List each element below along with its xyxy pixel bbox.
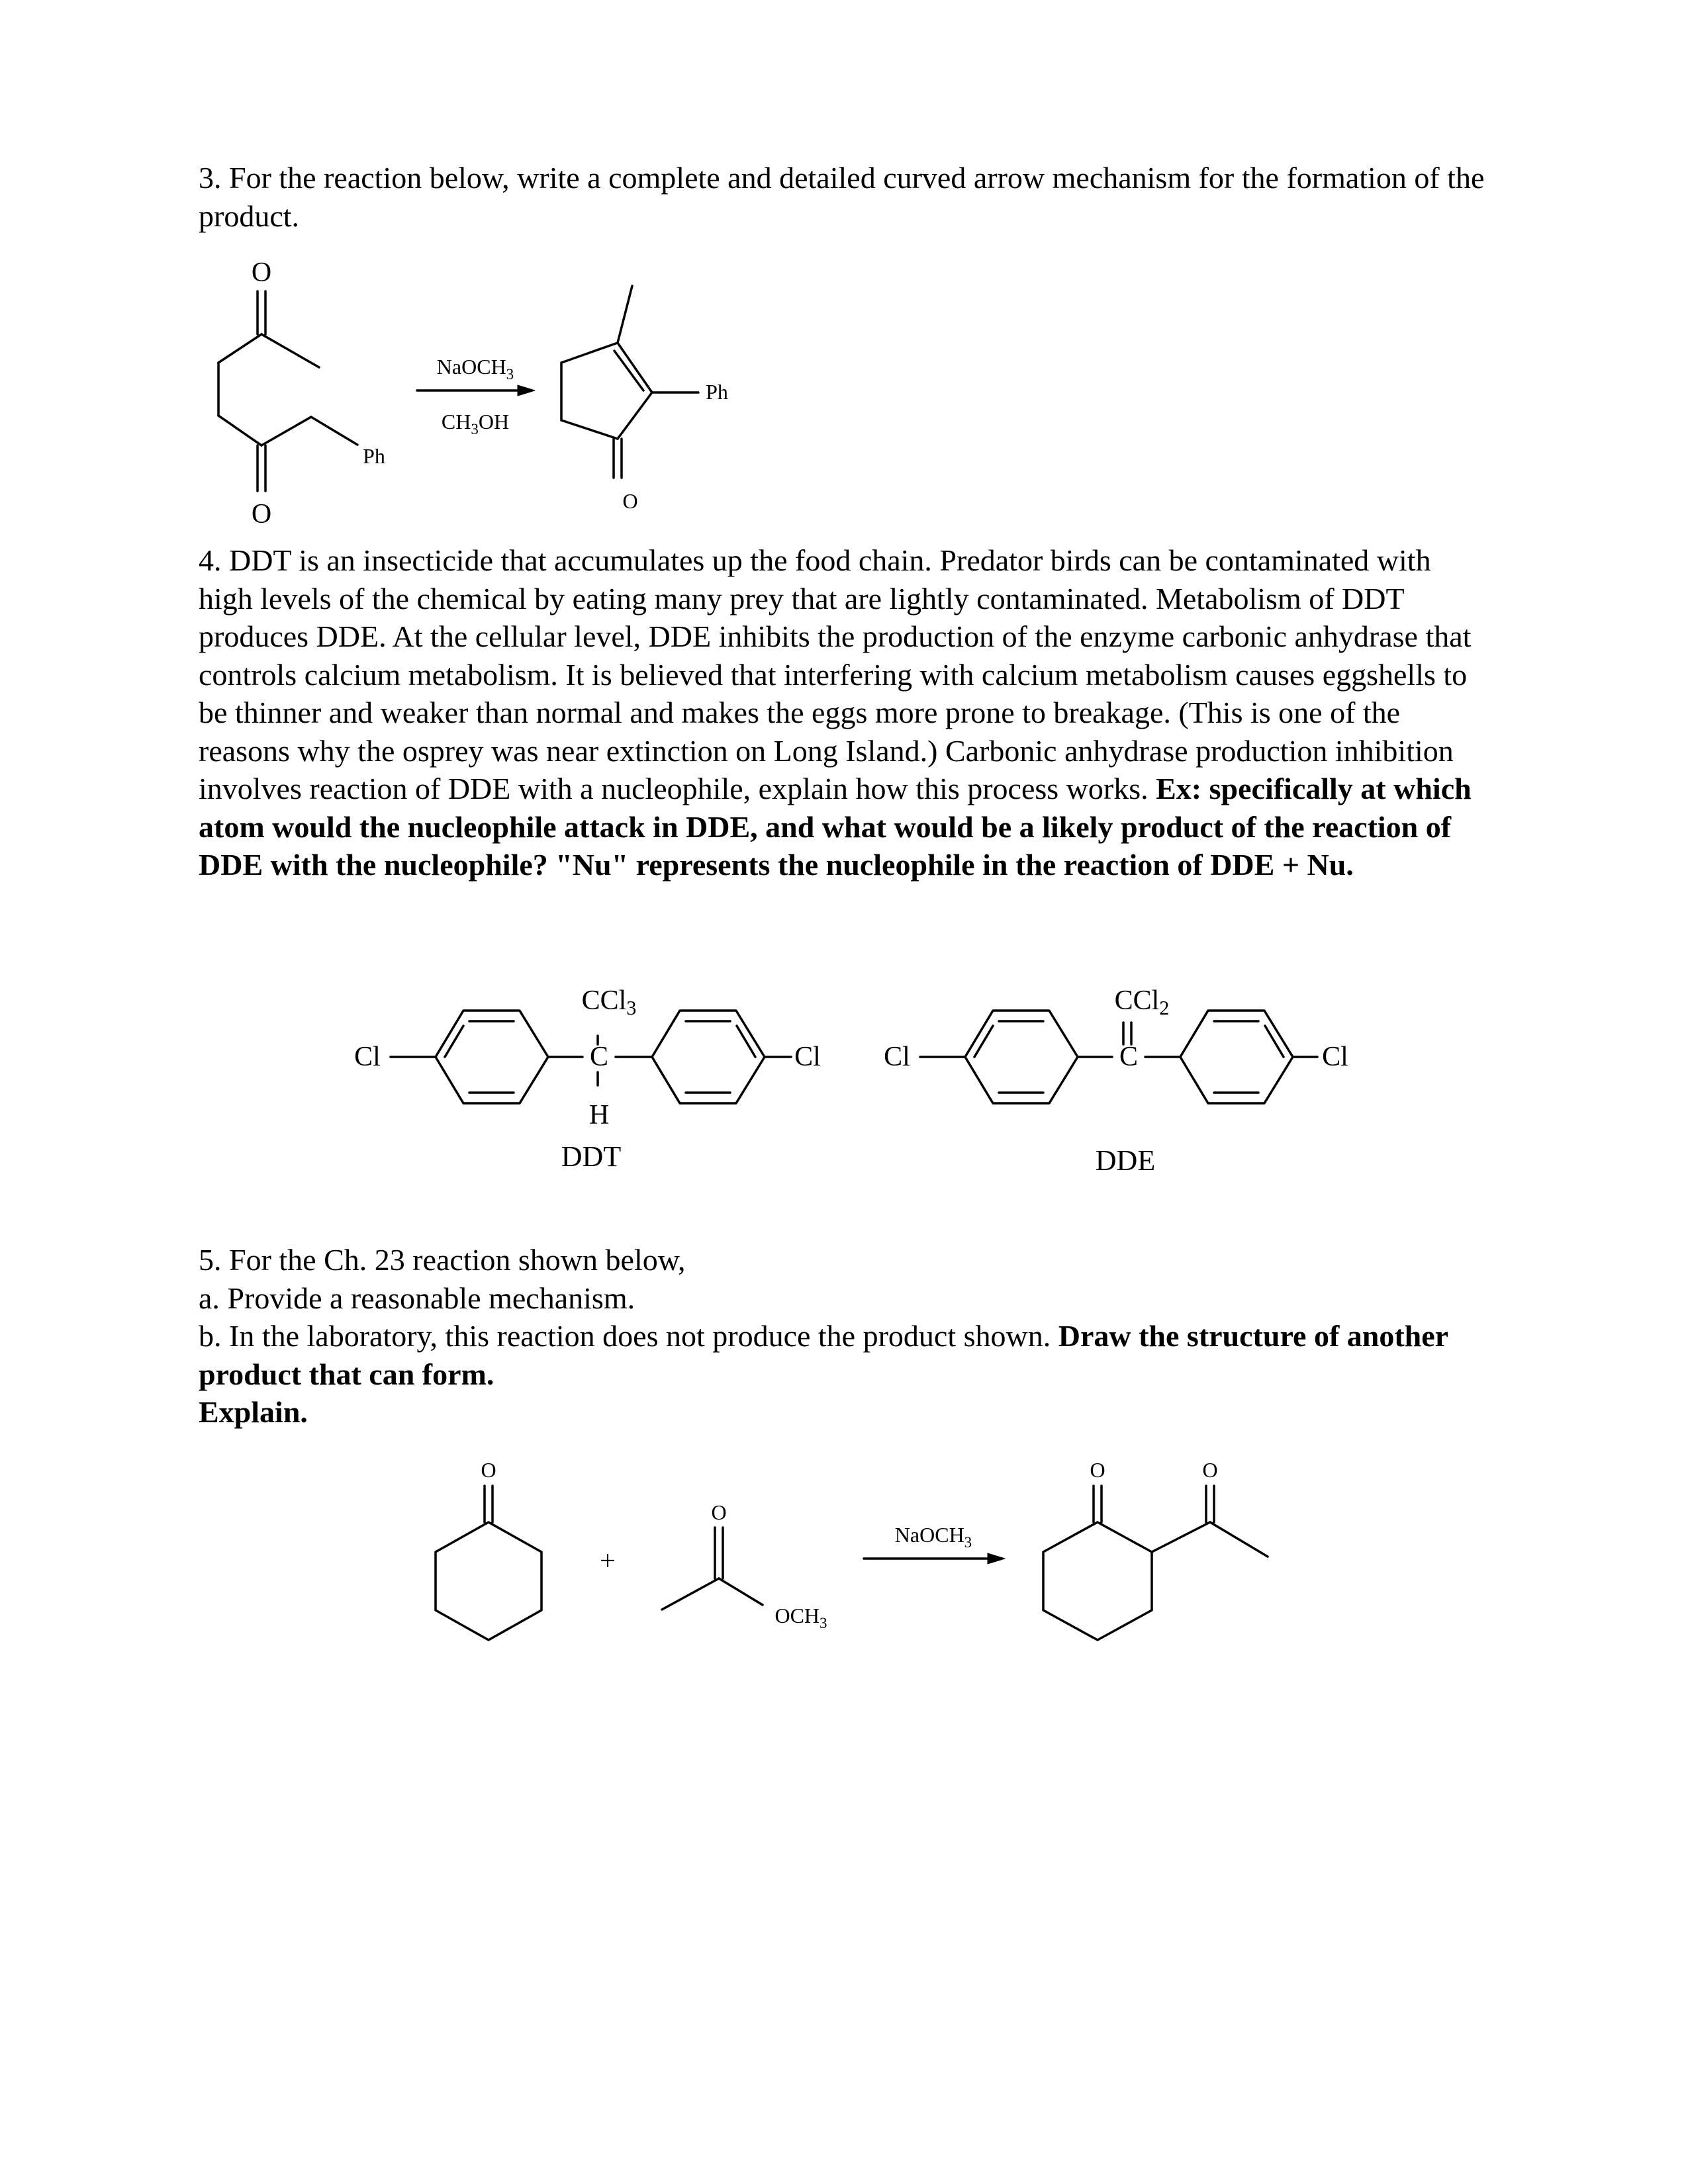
sm-carbonyl-o-top: O — [251, 257, 272, 288]
q5-reagent: NaOCH$_3$ — [894, 1523, 972, 1551]
ddt-hydrogen: H — [588, 1100, 610, 1130]
q3-starting-material — [218, 257, 385, 529]
question-5-explain: Explain. — [199, 1395, 308, 1429]
question-3-text: 3. For the reaction below, write a complete and detailed curved arrow mechanism for the formation of the product. — [199, 161, 1485, 233]
methyl-acetate — [662, 1500, 827, 1631]
sm-carbonyl-o-bottom: O — [251, 499, 272, 529]
prod-carbonyl-o: O — [622, 489, 638, 513]
q3-reaction-arrow — [417, 355, 535, 437]
question-4-body: 4. DDT is an insecticide that accumulates up the food chain. Predator birds can be contaminated with high levels of the chemical by eating many prey that are lightly contaminated. Metabolism of DDT produces DDE. At the cellular level, DDE inhibits the production of the enzyme carbonic anhydrase that controls calcium metabolism. It is believed that interfering with calcium metabolism causes eggshells to be thinner and weaker than normal and makes the eggs more prone to breakage. (This is one of the reasons why the osprey was near extinction on Long Island.) Carbonic anhydrase production inhibition involves reaction of DDE with a nucleophile, explain how this process works. — [199, 543, 1472, 805]
dde-central-carbon: C — [1119, 1042, 1139, 1072]
question-5-line-3-plain: b. In the laboratory, this reaction does not produce the product shown. — [199, 1319, 1058, 1353]
q3-reagent-top: NaOCH$_3$ — [436, 355, 514, 383]
ddt-cl-left: Cl — [354, 1042, 381, 1072]
question-5 — [199, 1241, 1489, 1432]
product-acetyl-o: O — [1202, 1458, 1218, 1482]
methyl-acetate-o: O — [711, 1500, 727, 1524]
q5-reaction-arrow — [864, 1523, 1005, 1564]
dde-label: DDE — [1095, 1144, 1156, 1177]
q3-reaction-scheme — [0, 0, 1688, 529]
dde-cl-right: Cl — [1322, 1042, 1348, 1072]
q4-structures — [0, 953, 1688, 1205]
question-4-text — [199, 541, 1489, 884]
prod-phenyl-label: Ph — [706, 380, 728, 404]
question-4-bold-prompt: Ex: specifically at which atom would the nucleophile attack in DDE, and what would be a likely product of the reaction of DDE with the nucleophile? "Nu" represents the nucleophile in the reaction of DDE + Nu. — [199, 772, 1472, 882]
methyl-acetate-och3: $OCH_3$ — [774, 1604, 827, 1631]
question-5-line-2: a. Provide a reasonable mechanism. — [199, 1281, 635, 1315]
ddt-central-carbon: C — [589, 1042, 609, 1072]
q5-plus-sign: + — [600, 1546, 616, 1576]
question-5-line-1: 5. For the Ch. 23 reaction shown below, — [199, 1243, 686, 1277]
question-4 — [199, 541, 1489, 884]
ddt-cl-right: Cl — [794, 1042, 821, 1072]
q5-product — [1043, 1458, 1268, 1640]
q3-reagent-bottom: $CH_3OH$ — [441, 410, 510, 437]
dde-ccl2: CCl2 — [1114, 985, 1170, 1019]
ddt-ccl3: CCl3 — [581, 985, 637, 1019]
q5-reaction-scheme — [0, 1443, 1688, 1681]
q3-product — [561, 286, 728, 513]
ddt-structure — [354, 985, 821, 1173]
question-5-line-3 — [199, 1317, 1489, 1393]
ddt-label: DDT — [561, 1140, 622, 1173]
cyclohexanone-o: O — [481, 1458, 496, 1482]
dde-structure — [884, 985, 1348, 1177]
product-ring-o: O — [1090, 1458, 1105, 1482]
question-5-line-3-bold: Draw the structure of another product that can form. — [199, 1319, 1448, 1391]
dde-cl-left: Cl — [884, 1042, 910, 1072]
cyclohexanone — [436, 1458, 541, 1640]
sm-phenyl-label: Ph — [363, 444, 385, 468]
